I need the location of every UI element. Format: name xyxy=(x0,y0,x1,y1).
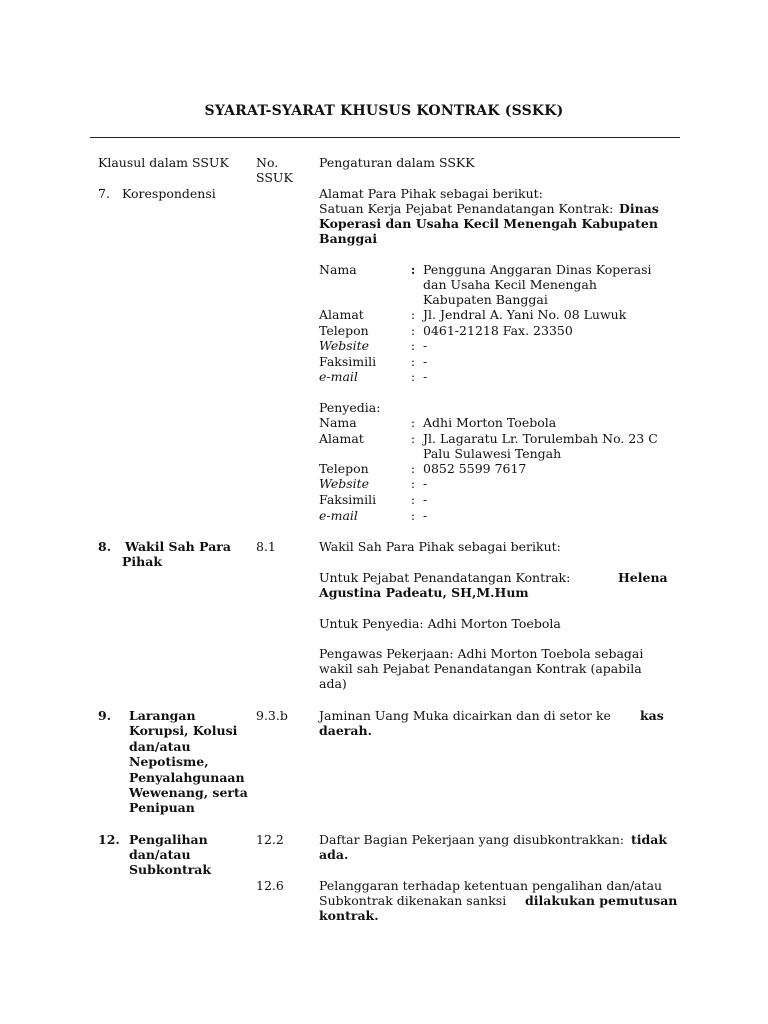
section-12-number: 12. xyxy=(98,832,120,847)
ppk-email-label: e-mail xyxy=(319,369,358,384)
penyedia-faksimili-row xyxy=(319,492,661,507)
header-no-line2: SSUK xyxy=(256,170,293,185)
section-7-title: Korespondensi xyxy=(122,186,216,201)
ppk-nama-value-line2: dan Usaha Kecil Menengah xyxy=(423,277,597,292)
penyedia-alamat-colon: : xyxy=(410,431,416,446)
penyedia-alamat-value-line2: Palu Sulawesi Tengah xyxy=(423,446,562,461)
ppk-nama-label: Nama xyxy=(319,262,357,277)
section-8-ppk-name-line1: Helena xyxy=(618,570,668,585)
section-9-title-line2: Korupsi, Kolusi xyxy=(129,723,238,738)
section-8-penyedia-line: Untuk Penyedia: Adhi Morton Toebola xyxy=(319,616,561,631)
section-9-number: 9. xyxy=(98,708,112,723)
penyedia-alamat-value-line1: Jl. Lagaratu Lr. Torulembah No. 23 C xyxy=(423,431,658,446)
ppk-alamat-colon: : xyxy=(410,307,416,322)
penyedia-website-row xyxy=(319,476,661,491)
section-9-title-line5: Penyalahgunaan xyxy=(129,770,245,785)
penyedia-telepon-row xyxy=(319,461,661,476)
penyedia-website-value: - xyxy=(423,476,428,491)
ppk-email-colon: : xyxy=(410,369,416,384)
ppk-telepon-value: 0461-21218 Fax. 23350 xyxy=(423,323,573,338)
section-7-satker-name-line2: Koperasi dan Usaha Kecil Menengah Kabupaten xyxy=(319,216,658,231)
ppk-faksimili-value: - xyxy=(423,354,428,369)
ppk-website-label: Website xyxy=(319,338,370,353)
section-9-title-line4: Nepotisme, xyxy=(129,754,209,769)
ppk-telepon-label: Telepon xyxy=(319,323,369,338)
penyedia-alamat-row xyxy=(319,431,661,446)
ppk-website-value: - xyxy=(423,338,428,353)
penyedia-heading: Penyedia: xyxy=(319,400,381,415)
section-9-title-line3: dan/atau xyxy=(129,739,191,754)
penyedia-email-label: e-mail xyxy=(319,508,358,523)
penyedia-nama-value: Adhi Morton Toebola xyxy=(423,415,557,430)
section-7-intro: Alamat Para Pihak sebagai berikut: xyxy=(319,186,543,201)
penyedia-website-colon: : xyxy=(410,476,416,491)
header-no-line1: No. xyxy=(256,155,279,170)
penyedia-website-label: Website xyxy=(319,476,370,491)
section-12-b-bold-line2: dilakukan pemutusan xyxy=(525,893,678,908)
header-clause: Klausul dalam SSUK xyxy=(98,155,229,170)
section-7-number: 7. xyxy=(98,186,110,201)
ppk-telepon-colon: : xyxy=(410,323,416,338)
section-8-clause-no: 8.1 xyxy=(256,539,276,554)
penyedia-telepon-value: 0852 5599 7617 xyxy=(423,461,527,476)
section-9-clause-no: 9.3.b xyxy=(256,708,288,723)
section-8-pengawas-line2: wakil sah Pejabat Penandatangan Kontrak (apabila xyxy=(319,661,642,676)
section-8-ppk-name-line2: Agustina Padeatu, SH,M.Hum xyxy=(319,585,529,600)
penyedia-email-value: - xyxy=(423,508,428,523)
section-9-text-line1: Jaminan Uang Muka dicairkan dan di setor ke xyxy=(319,708,611,723)
section-7-satker-name-line1: Dinas xyxy=(619,201,659,216)
penyedia-faksimili-colon: : xyxy=(410,492,416,507)
ppk-website-colon: : xyxy=(410,338,416,353)
penyedia-telepon-colon: : xyxy=(410,461,416,476)
section-8-title-line2: Pihak xyxy=(122,554,162,569)
section-12-b-line1: Pelanggaran terhadap ketentuan pengalihan dan/atau xyxy=(319,878,663,893)
ppk-nama-value-line1: Pengguna Anggaran Dinas Koperasi xyxy=(423,262,652,277)
ppk-faksimili-colon: : xyxy=(410,354,416,369)
ppk-email-value: - xyxy=(423,369,428,384)
ppk-nama-colon: : xyxy=(410,262,416,277)
section-8-number: 8. xyxy=(98,539,112,554)
section-8-ppk-prefix: Untuk Pejabat Penandatangan Kontrak: xyxy=(319,570,571,585)
section-12-a-line1: Daftar Bagian Pekerjaan yang disubkontrakkan: xyxy=(319,832,625,847)
ppk-faksimili-row xyxy=(319,354,661,369)
section-12-title-line3: Subkontrak xyxy=(129,862,212,877)
ppk-alamat-label: Alamat xyxy=(319,307,364,322)
ppk-nama-row xyxy=(319,262,661,277)
penyedia-nama-row xyxy=(319,415,661,430)
ppk-website-row xyxy=(319,338,661,353)
ppk-alamat-value: Jl. Jendral A. Yani No. 08 Luwuk xyxy=(423,307,627,322)
penyedia-nama-colon: : xyxy=(410,415,416,430)
ppk-faksimili-label: Faksimili xyxy=(319,354,377,369)
penyedia-telepon-label: Telepon xyxy=(319,461,369,476)
section-12-title-line2: dan/atau xyxy=(129,847,191,862)
section-12-clause-no-b: 12.6 xyxy=(256,878,284,893)
section-12-title-line1: Pengalihan xyxy=(129,832,208,847)
section-9-title-line1: Larangan xyxy=(129,708,196,723)
section-8-pengawas-line3: ada) xyxy=(319,676,347,691)
section-9-title-line7: Penipuan xyxy=(129,800,195,815)
section-7-satker-name-line3: Banggai xyxy=(319,231,378,246)
section-12-clause-no-a: 12.2 xyxy=(256,832,284,847)
section-8-pengawas-line1: Pengawas Pekerjaan: Adhi Morton Toebola sebagai xyxy=(319,646,644,661)
ppk-telepon-row xyxy=(319,323,661,338)
penyedia-email-colon: : xyxy=(410,508,416,523)
section-12-a-bold-line2: ada. xyxy=(319,847,349,862)
section-12-b-bold-line3: kontrak. xyxy=(319,908,379,923)
penyedia-alamat-label: Alamat xyxy=(319,431,364,446)
section-7-satker-prefix: Satuan Kerja Pejabat Penandatangan Kontrak: xyxy=(319,201,614,216)
section-9-text-bold-line2: daerah. xyxy=(319,723,372,738)
ppk-email-row xyxy=(319,369,661,384)
section-8-title-line1: Wakil Sah Para xyxy=(125,539,231,554)
penyedia-faksimili-label: Faksimili xyxy=(319,492,377,507)
document-title: SYARAT-SYARAT KHUSUS KONTRAK (SSKK) xyxy=(204,103,564,119)
section-12-a-bold-line1: tidak xyxy=(631,832,668,847)
ppk-nama-value-line3: Kabupaten Banggai xyxy=(423,292,548,307)
section-8-intro: Wakil Sah Para Pihak sebagai berikut: xyxy=(319,539,561,554)
section-12-b-line2: Subkontrak dikenakan sanksi xyxy=(319,893,507,908)
penyedia-email-row xyxy=(319,508,661,523)
penyedia-nama-label: Nama xyxy=(319,415,357,430)
section-9-title-line6: Wewenang, serta xyxy=(129,785,248,800)
header-setting: Pengaturan dalam SSKK xyxy=(319,155,475,170)
section-9-text-bold-line1: kas xyxy=(640,708,664,723)
penyedia-faksimili-value: - xyxy=(423,492,428,507)
ppk-alamat-row xyxy=(319,307,661,322)
title-divider xyxy=(90,137,680,138)
